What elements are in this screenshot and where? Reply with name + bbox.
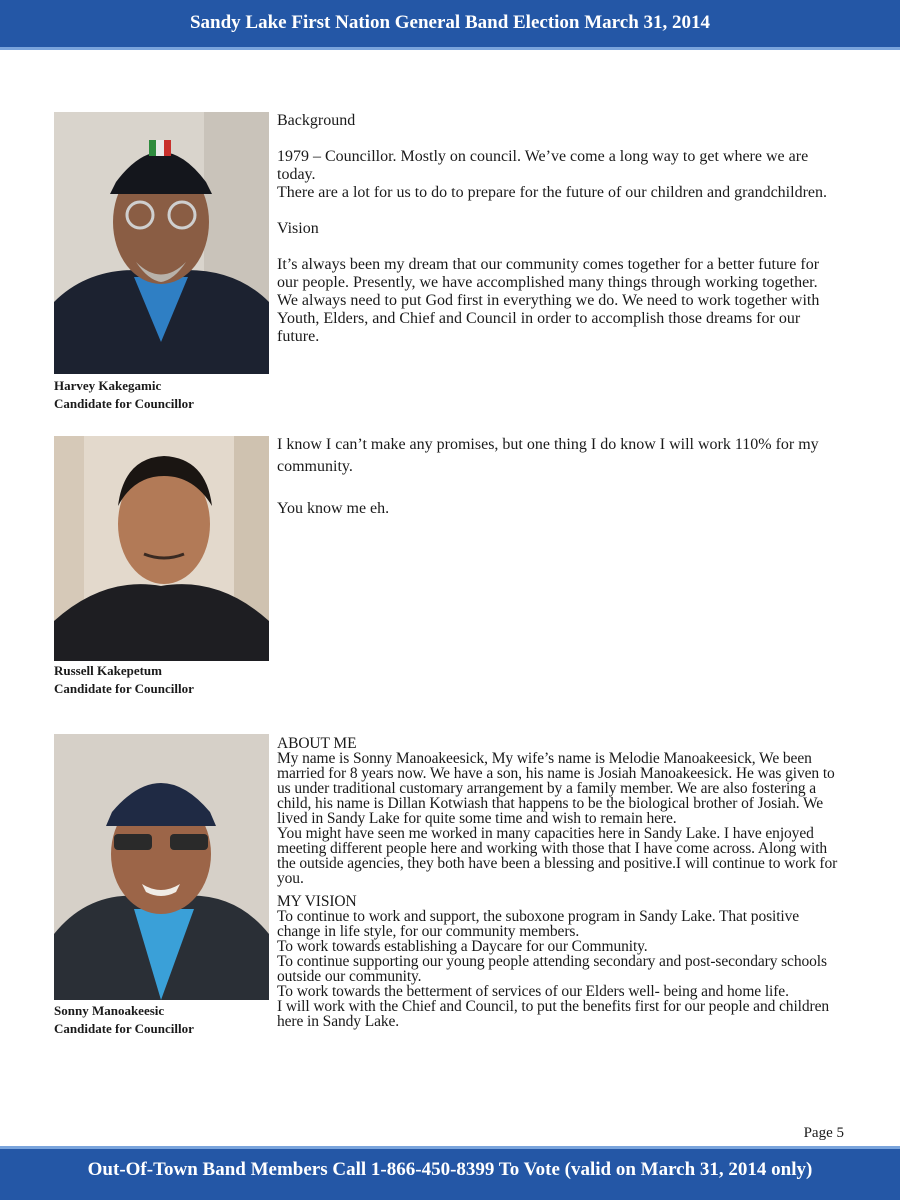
statement-paragraph: There are a lot for us to do to prepare for the future of our children and grandchildren.	[277, 184, 827, 201]
statement-paragraph: To work towards the betterment of services of our Elders well- being and home life.	[277, 983, 789, 1000]
candidate-caption-russell	[54, 662, 269, 698]
candidate-photo-sonny	[54, 734, 269, 1000]
candidate-photo-russell	[54, 436, 269, 661]
candidate-caption-harvey	[54, 377, 269, 413]
candidate-statement-russell	[277, 434, 842, 520]
candidate-role: Candidate for Councillor	[54, 681, 194, 696]
header-banner	[0, 0, 900, 50]
statement-paragraph: To continue supporting our young people attending secondary and post-secondary schools outside our community.	[277, 953, 827, 985]
statement-heading: MY VISION	[277, 893, 357, 910]
footer-banner	[0, 1146, 900, 1200]
candidate-role: Candidate for Councillor	[54, 396, 194, 411]
statement-paragraph: 1979 – Councillor. Mostly on council. We’ve come a long way to get where we are today.	[277, 148, 809, 183]
statement-heading: Background	[277, 112, 356, 129]
candidate-caption-sonny	[54, 1002, 269, 1038]
statement-paragraph: My name is Sonny Manoakeesick, My wife’s name is Melodie Manoakeesick, We been married for 8 years now. We have a son, his name is Josiah Manoakeesick. He was given to us under traditional customary arrangement by a family member. We are also fostering a child, his name is Dillan Kotwiash that happens to be the biological brother of Josiah. We lived in Sandy Lake for quite some time and wish to remain here.	[277, 750, 835, 827]
statement-heading: Vision	[277, 220, 319, 237]
page-number: Page 5	[803, 1125, 844, 1141]
candidate-statement-harvey	[277, 112, 842, 346]
statement-heading: ABOUT ME	[277, 735, 357, 752]
candidate-statement-sonny	[277, 736, 842, 1029]
footer-text: Out-Of-Town Band Members Call 1-866-450-8399 To Vote (valid on March 31, 2014 only)	[87, 1159, 813, 1180]
candidate-role: Candidate for Councillor	[54, 1021, 194, 1036]
header-title: Sandy Lake First Nation General Band Election March 31, 2014	[189, 12, 711, 33]
candidate-name: Sonny Manoakeesic	[54, 1003, 165, 1018]
statement-paragraph: You know me eh.	[277, 500, 390, 517]
statement-paragraph: You might have seen me worked in many capacities here in Sandy Lake. I have enjoyed meeting different people here and working with those that I have come across. Along with the outside agencies, they both have been a blessing and positive.I will continue to work for you.	[277, 825, 838, 887]
statement-paragraph: To work towards establishing a Daycare for our Community.	[277, 938, 648, 955]
candidate-name: Harvey Kakegamic	[54, 378, 162, 393]
statement-paragraph: It’s always been my dream that our community comes together for a better future for our people. Presently, we have accomplished many things through working together. We always need to put God first in everything we do. We need to work together with Youth, Elders, and Chief and Council in order to accomplish those dreams for our future.	[277, 256, 820, 345]
candidate-name: Russell Kakepetum	[54, 663, 162, 678]
statement-paragraph: I will work with the Chief and Council, to put the benefits first for our people and children here in Sandy Lake.	[277, 998, 830, 1030]
candidate-photo-harvey	[54, 112, 269, 374]
statement-paragraph: I know I can’t make any promises, but one thing I do know I will work 110% for my community.	[277, 436, 819, 475]
statement-paragraph: To continue to work and support, the suboxone program in Sandy Lake. That positive change in life style, for our community members.	[277, 908, 800, 940]
